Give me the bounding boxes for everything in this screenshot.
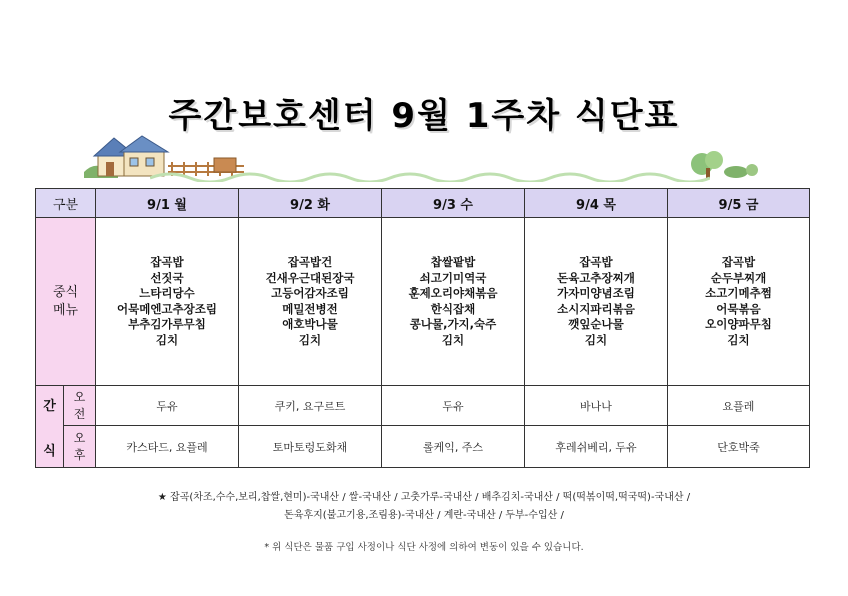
snack-am-row: [36, 386, 810, 426]
menu-item: 고등어감자조림: [271, 286, 349, 300]
menu-item: 잡곡밥건: [287, 255, 333, 269]
menu-item: 잡곡밥: [150, 255, 184, 269]
menu-item: 어묵메엔고추장조림: [117, 301, 217, 316]
snack-sub-line: 전: [73, 406, 86, 421]
snack-sub-line: 오: [73, 389, 86, 404]
menu-item: 잡곡밥: [721, 255, 756, 269]
menu-item: 김치: [441, 332, 465, 347]
lunch-menu-cell: [525, 218, 668, 386]
snack-pm-cell: 카스타드, 요플레: [96, 426, 239, 468]
header-day: 9/3 수: [382, 189, 525, 218]
lunch-label-line: 메뉴: [52, 302, 79, 318]
snack-pm-cell: 토마토렁도화채: [239, 426, 382, 468]
menu-item: 애호박나물: [282, 317, 338, 331]
lunch-menu-cell: [239, 218, 382, 386]
lunch-label-line: 중식: [52, 284, 79, 300]
menu-item: 가자미양념조림: [557, 286, 635, 300]
change-note: * 위 식단은 물품 구입 사정이나 식단 사정에 의하여 변동이 있을 수 있습니다.: [264, 542, 584, 553]
menu-item: 김치: [298, 332, 322, 347]
menu-item: 오이양파무침: [705, 317, 772, 331]
menu-item: 찹쌀팥밥: [430, 255, 476, 269]
snack-sub-line: 후: [73, 447, 86, 462]
decorative-divider: [150, 170, 710, 182]
header-day: 9/2 화: [239, 189, 382, 218]
snack-sub-line: 오: [73, 430, 86, 445]
snack-pm-label: [64, 426, 96, 468]
menu-item: 김치: [727, 332, 750, 347]
origin-note-line: 돈육후지(불고기용,조림용)-국내산 / 계란-국내산 / 두부-수입산 /: [284, 510, 564, 521]
menu-item: 콩나물,가지,숙주: [409, 317, 497, 331]
lunch-menu-cell: [668, 218, 810, 386]
snack-am-cell: 바나나: [525, 386, 668, 426]
menu-item: 건새우근대된장국: [265, 270, 355, 285]
snack-label-line: 식: [43, 443, 56, 459]
header-day: 9/5 금: [668, 189, 810, 218]
header-day: 9/4 목: [525, 189, 668, 218]
snack-pm-cell: 후레쉬베리, 두유: [525, 426, 668, 468]
bush-icon: [724, 164, 758, 178]
snack-am-cell: 요플레: [668, 386, 810, 426]
lunch-menu-cell: [382, 218, 525, 386]
header-gubun: 구분: [36, 189, 96, 218]
header-day: 9/1 월: [96, 189, 239, 218]
menu-item: 한식잡채: [430, 301, 476, 316]
menu-item: 돈육고추장찌개: [557, 270, 635, 285]
lunch-menu-cell: [96, 218, 239, 386]
menu-item: 깻잎순나물: [568, 317, 624, 331]
menu-item: 훈제오리야채볶음: [408, 286, 498, 300]
menu-item: 잡곡밥: [579, 255, 613, 269]
snack-pm-cell: 롤케익, 주스: [382, 426, 525, 468]
menu-item: 소시지파리볶음: [557, 301, 635, 316]
menu-item: 순두부찌개: [710, 270, 767, 285]
menu-item: 김치: [155, 332, 179, 347]
origin-note: [0, 489, 848, 525]
menu-item: 선짓국: [150, 270, 184, 285]
snack-label: [36, 386, 64, 468]
menu-item: 소고기메추쩜: [705, 286, 772, 300]
snack-am-cell: 두유: [96, 386, 239, 426]
header-row: [36, 189, 810, 218]
snack-pm-cell: 단호박죽: [668, 426, 810, 468]
menu-item: 김치: [584, 332, 608, 347]
snack-pm-row: [36, 426, 810, 468]
snack-am-cell: 쿠키, 요구르트: [239, 386, 382, 426]
snack-am-cell: 두유: [382, 386, 525, 426]
origin-note-line: ★ 잡곡(차조,수수,보리,찹쌀,현미)-국내산 / 쌀-국내산 / 고춧가루-국내산 / 배추김치-국내산 / 떡(떡볶이떡,떡국떡)-국내산 /: [157, 492, 691, 503]
page-title: 주간보호센터 9월 1주차 식단표: [168, 96, 680, 136]
snack-label-line: 간: [43, 398, 56, 414]
menu-item: 느타리당수: [139, 286, 195, 300]
lunch-label: [36, 218, 96, 386]
menu-table: [35, 188, 810, 468]
menu-item: 부추김가루무침: [128, 317, 206, 331]
snack-am-label: [64, 386, 96, 426]
lunch-row: [36, 218, 810, 386]
menu-item: 메밀전병전: [282, 301, 338, 316]
menu-item: 쇠고기미역국: [419, 270, 487, 285]
menu-item: 어묵볶음: [716, 301, 761, 316]
